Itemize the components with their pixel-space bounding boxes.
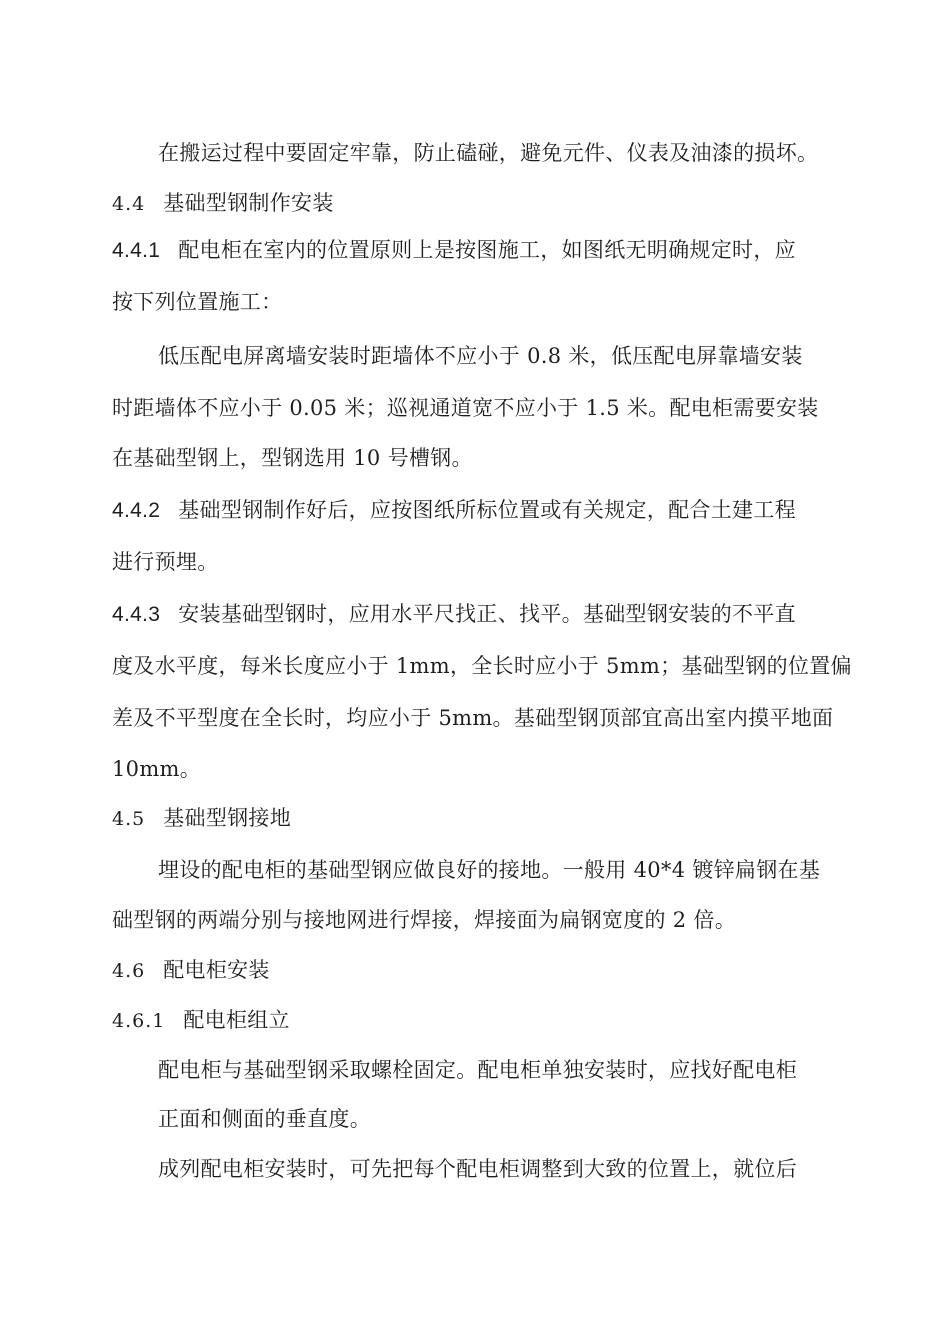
paragraph-line: 时距墙体不应小于 0.05 米；巡视通道宽不应小于 1.5 米。配电柜需要安装 (112, 396, 819, 420)
clause-number: 4.4.3 (112, 603, 161, 626)
paragraph-line: 10mm。 (112, 757, 202, 781)
paragraph-line: 在搬运过程中要固定牢靠，防止磕碰，避免元件、仪表及油漆的损坏。 (158, 141, 819, 165)
paragraph-line: 按下列位置施工： (112, 290, 283, 314)
section-heading-4-4 (112, 188, 334, 219)
paragraph-line: 差及不平型度在全长时，均应小于 5mm。基础型钢顶部宜高出室内摸平地面 (112, 706, 834, 730)
paragraph-line: 低压配电屏离墙安装时距墙体不应小于 0.8 米，低压配电屏靠墙安装 (158, 344, 803, 368)
section-heading-4-6 (112, 955, 270, 986)
section-title: 基础型钢制作安装 (163, 191, 334, 215)
clause-text: 配电柜在室内的位置原则上是按图施工，如图纸无明确规定时，应 (178, 238, 796, 262)
clause-4-4-2 (112, 495, 796, 526)
section-heading-4-5 (112, 803, 291, 834)
subsection-heading-4-6-1 (112, 1005, 290, 1036)
section-title: 基础型钢接地 (163, 806, 292, 830)
clause-text: 基础型钢制作好后，应按图纸所标位置或有关规定，配合土建工程 (178, 498, 796, 522)
section-title: 配电柜组立 (183, 1008, 290, 1032)
section-title: 配电柜安装 (163, 958, 270, 982)
paragraph-line: 在基础型钢上，型钢选用 10 号槽钢。 (112, 446, 473, 470)
clause-4-4-1 (112, 235, 796, 266)
section-number: 4.4 (112, 193, 146, 215)
paragraph-line: 成列配电柜安装时，可先把每个配电柜调整到大致的位置上，就位后 (158, 1157, 797, 1181)
clause-number: 4.4.2 (112, 499, 161, 522)
clause-4-4-3 (112, 599, 796, 630)
clause-text: 安装基础型钢时，应用水平尺找正、找平。基础型钢安装的不平直 (178, 602, 796, 626)
paragraph-line: 度及水平度，每米长度应小于 1mm，全长时应小于 5mm；基础型钢的位置偏 (112, 654, 852, 678)
paragraph-line: 础型钢的两端分别与接地网进行焊接，焊接面为扁钢宽度的 2 倍。 (112, 908, 737, 932)
section-number: 4.6 (112, 960, 146, 982)
paragraph-line: 配电柜与基础型钢采取螺栓固定。配电柜单独安装时，应找好配电柜 (158, 1058, 797, 1082)
section-number: 4.6.1 (112, 1010, 166, 1032)
paragraph-line: 进行预埋。 (112, 550, 219, 574)
section-number: 4.5 (112, 808, 146, 830)
paragraph-line: 埋设的配电柜的基础型钢应做良好的接地。一般用 40*4 镀锌扁钢在基 (158, 858, 821, 882)
paragraph-line: 正面和侧面的垂直度。 (158, 1107, 371, 1131)
clause-number: 4.4.1 (112, 239, 161, 262)
